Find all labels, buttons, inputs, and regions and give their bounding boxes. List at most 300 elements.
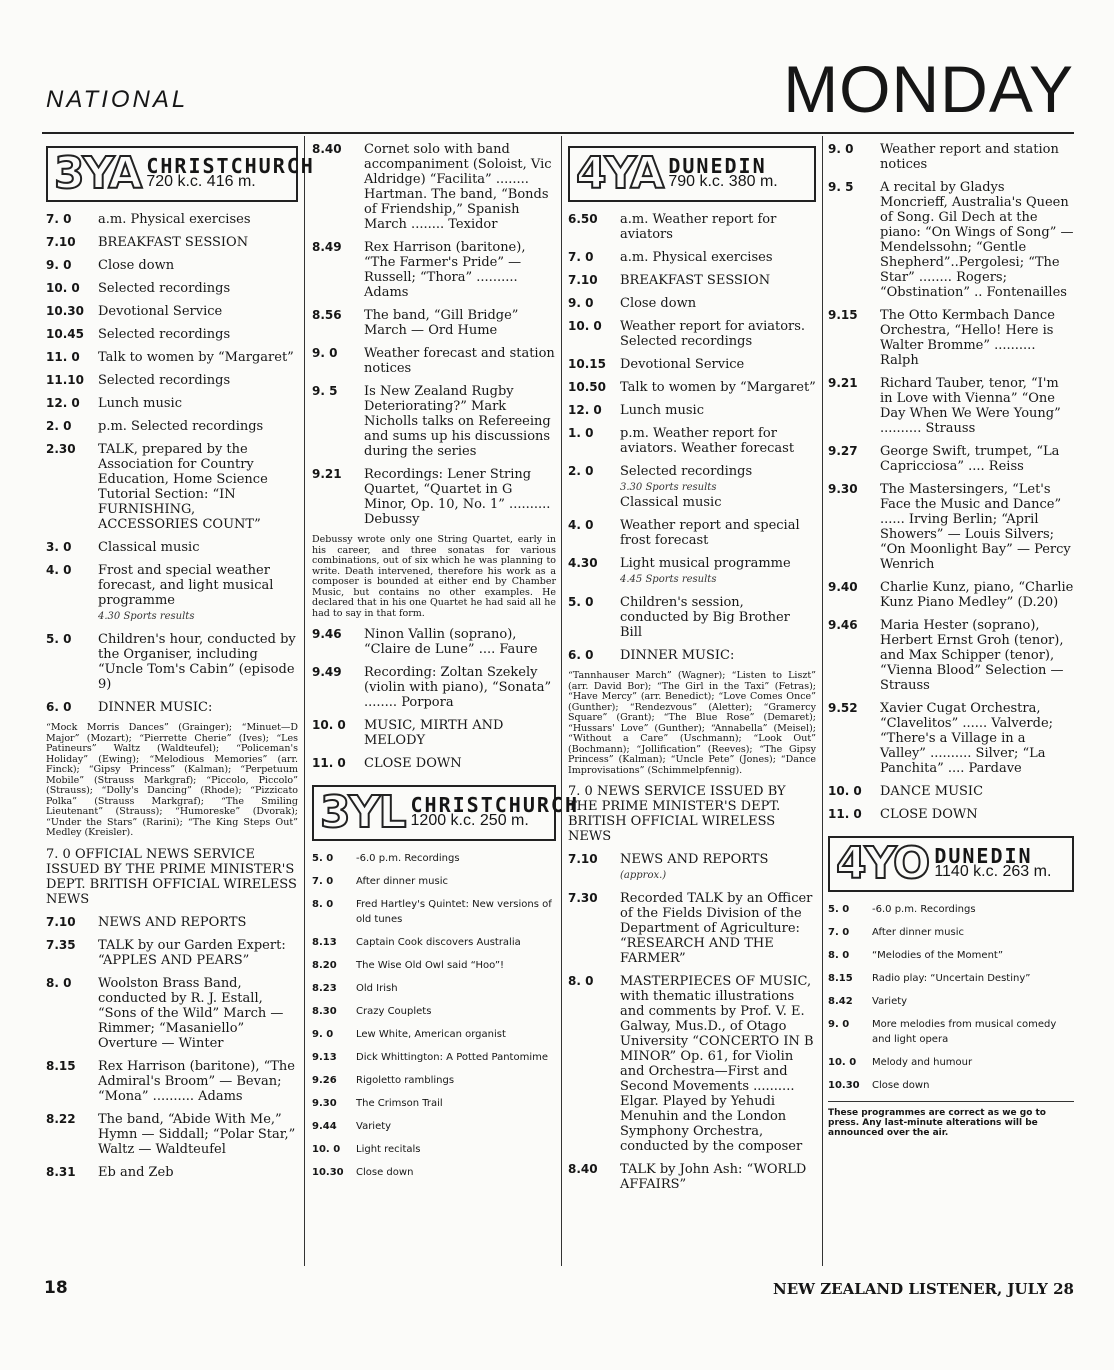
station-frequency: 720 k.c. 416 m.: [146, 173, 256, 190]
entry-text: MASTERPIECES OF MUSIC, with thematic illustrations and comments by Prof. V. E. Galway, Mus.D., of Otago University “CONCERTO IN B MINOR” Op. 61, for Violin and Orchestra—First and Second Movements .......... Elgar. Played by Yehudi Menuhin and the London Symphony Orchestra, conducted by the composer: [620, 974, 814, 1154]
entry-time: 8.40: [568, 1162, 598, 1176]
entry-text: NEWS AND REPORTS: [620, 852, 769, 867]
entry-time: 9. 5: [312, 384, 338, 398]
entry-description: [356, 935, 556, 950]
programme-entry: [312, 981, 556, 996]
entry-description: [356, 897, 556, 927]
station-banner-4ya: [568, 146, 816, 202]
programme-entry: [46, 350, 298, 365]
programme-entry: [828, 701, 1074, 776]
entry-description: [356, 1050, 556, 1065]
entry-text: More melodies from musical comedy and light opera: [872, 1019, 1057, 1045]
programme-list: [568, 852, 816, 1192]
entry-time: 9.27: [828, 444, 858, 458]
entry-description: [356, 1027, 556, 1042]
entry-time: 10. 0: [828, 1057, 857, 1068]
entry-time: 8.22: [46, 1111, 76, 1126]
entry-time: 7. 0: [46, 212, 72, 226]
entry-text: TALK, prepared by the Association for Country Education, Home Science Tutorial Section: “IN FURNISHING, ACCESSORIES COUNT”: [98, 442, 268, 532]
entry-text: Fred Hartley's Quintet: New versions of old tunes: [356, 899, 552, 925]
entry-text: Weather report for aviators. Selected recordings: [620, 319, 806, 349]
entry-time: 9.30: [828, 482, 858, 496]
programme-entry: [828, 807, 1074, 822]
entry-text: Xavier Cugat Orchestra, “Clavelitos” ...... Valverde; “There's a Village in a Valley” .......... Silver; “La Panchita” .... Pardave: [880, 701, 1054, 776]
station-frequency: 790 k.c. 380 m.: [668, 173, 778, 190]
programme-entry: [46, 1112, 298, 1157]
entry-text: DINNER MUSIC:: [98, 700, 213, 715]
entry-text: A recital by Gladys Moncrieff, Australia's Queen of Song. Gil Dech at the piano: “On Wings of Song” — Mendelssohn; “Gentle Shepherd”..Pergolesi; “The Star” ........ Rogers; “Obstination” .. Fontenailles: [880, 180, 1074, 300]
entry-text: Dick Whittington: A Potted Pantomime: [356, 1052, 549, 1063]
entry-subnote: 3.30 Sports results: [620, 482, 717, 493]
section-label: NATIONAL: [46, 86, 189, 113]
programme-entry: [46, 976, 298, 1051]
entry-time: 8.15: [828, 973, 853, 984]
entry-time: 6.50: [568, 212, 598, 226]
programme-entry: [568, 319, 816, 349]
entry-time: 9.52: [828, 701, 858, 715]
entry-description: [356, 1004, 556, 1019]
entry-text: Selected recordings: [98, 327, 231, 342]
programme-entry: [568, 648, 816, 663]
programme-entry: [46, 419, 298, 434]
entry-description: [620, 595, 816, 640]
programme-entry: [46, 304, 298, 319]
station-call-sign: 3YA: [54, 148, 141, 199]
programme-entry: [568, 273, 816, 288]
entry-text: Frost and special weather forecast, and light musical programme: [98, 563, 274, 608]
entry-description: [620, 518, 816, 548]
entry-time: 10. 0: [312, 718, 346, 732]
entry-description: [620, 273, 816, 288]
entry-description: [872, 902, 1074, 917]
entry-text: The Wise Old Owl said “Hoo”!: [356, 960, 505, 971]
entry-description: [872, 1017, 1074, 1047]
station-call-sign: 4YO: [836, 838, 929, 889]
programme-list: [312, 627, 556, 771]
station-banner-3ya: [46, 146, 315, 202]
programme-entry: [312, 958, 556, 973]
entry-description: [880, 618, 1074, 693]
station-call-sign: 4YA: [576, 148, 663, 199]
entry-time: 7.35: [46, 937, 76, 952]
entry-description: [620, 212, 816, 242]
programme-entry: [828, 618, 1074, 693]
header-rule: [42, 132, 1074, 134]
entry-text: Close down: [620, 296, 697, 311]
entry-time: 7.30: [568, 891, 598, 905]
entry-time: 8.15: [46, 1058, 76, 1073]
programme-entry: [46, 1165, 298, 1180]
day-title: MONDAY: [783, 52, 1074, 126]
programme-entry: [568, 380, 816, 395]
entry-text: Radio play: “Uncertain Destiny”: [872, 973, 1031, 984]
programme-entry: [312, 665, 556, 710]
entry-time: 9. 0: [46, 258, 72, 272]
entry-time: 7. 0: [312, 876, 334, 887]
entry-description: [620, 464, 816, 510]
entry-text: BREAKFAST SESSION: [98, 235, 249, 250]
entry-text: Ninon Vallin (soprano), “Claire de Lune” .... Faure: [364, 627, 538, 657]
entry-description: [356, 874, 556, 889]
entry-description: [98, 258, 298, 273]
entry-text: “Melodies of the Moment”: [872, 950, 1004, 961]
entry-description: [364, 627, 556, 657]
programme-entry: [46, 212, 298, 227]
entry-time: 10. 0: [312, 1144, 341, 1155]
entry-text: Rex Harrison (baritone), “The Admiral's Broom” — Bevan; “Mona” .......... Adams: [98, 1058, 295, 1104]
entry-time: 9. 5: [828, 180, 854, 194]
entry-time: 9.13: [312, 1052, 337, 1063]
programme-list: [828, 142, 1074, 822]
programme-entry: [312, 935, 556, 950]
magazine-footer: NEW ZEALAND LISTENER, JULY 28: [773, 1280, 1074, 1298]
entry-description: [880, 701, 1074, 776]
entry-description: [880, 180, 1074, 300]
entry-time: 11. 0: [46, 350, 80, 364]
programme-entry: [46, 327, 298, 342]
entry-description: [620, 319, 816, 349]
entry-text: The Mastersingers, “Let's Face the Music and Dance” ...... Irving Berlin; “April Showers” — Louis Silvers; “On Moonlight Bay” — Percy Wenrich: [880, 482, 1071, 572]
entry-time: 9.49: [312, 665, 342, 679]
entry-text: CLOSE DOWN: [364, 756, 462, 771]
entry-time: 7. 0: [828, 927, 850, 938]
entry-time: 8. 0: [46, 975, 72, 990]
entry-description: [364, 718, 556, 748]
programme-entry: [46, 915, 298, 930]
entry-text: Old Irish: [356, 983, 398, 994]
programme-entry: [568, 518, 816, 548]
programme-entry: [312, 1119, 556, 1134]
entry-text: Cornet solo with band accompaniment (Soloist, Vic Aldridge) “Facilita” ........ Hartman. The band, “Bonds of Friendship,” Spanish March ........ Texidor: [364, 142, 552, 232]
entry-description: [98, 396, 298, 411]
column-divider: [561, 136, 562, 1266]
dinner-music-note: “Mock Morris Dances” (Grainger); “Minuet—D Major” (Mozart); “Pierrette Cherie” (Ives); “Les Patineurs” Waltz (Waldteufel); “Policeman's Holiday” (Ewing); “Melodious Memories” (arr. Finck); “Gipsy Princess” (Kalman); “Perpetuum Mobile” (Strauss Markgraf); “Piccolo, Piccolo” (Strauss); “Dolly's Dancing” (Rhode); “Pizzicato Polka” (Strauss Markgraf); “The Smiling Lieutenant” (Strauss); “Humoreske” (Dvorak); “Under the Stars” (Rarini); “The King Steps Out” Medley (Kreisler).: [46, 722, 298, 838]
programme-entry: [568, 595, 816, 640]
programme-entry: [828, 142, 1074, 172]
entry-description: [880, 142, 1074, 172]
programme-entry: [46, 235, 298, 250]
entry-text: Recorded TALK by an Officer of the Fields Division of the Department of Agriculture: “RESEARCH AND THE FARMER”: [620, 891, 813, 966]
entry-text: Variety: [356, 1121, 392, 1132]
entry-text: Maria Hester (soprano), Herbert Ernst Groh (tenor), and Max Schipper (tenor), “Vienna Blood” Selection — Strauss: [880, 618, 1064, 693]
entry-text: MUSIC, MIRTH AND MELODY: [364, 718, 504, 748]
entry-description: [98, 540, 298, 555]
entry-description: [620, 250, 816, 265]
entry-time: 7.10: [46, 914, 76, 929]
station-banner-4yo: [828, 836, 1074, 892]
entry-description: [620, 648, 816, 663]
entry-description: [364, 240, 556, 300]
entry-description: [620, 426, 816, 456]
programme-entry: [568, 403, 816, 418]
entry-text: Talk to women by “Margaret”: [98, 350, 294, 365]
entry-time: 10.50: [568, 380, 606, 394]
entry-time: 8.23: [312, 983, 337, 994]
entry-text: a.m. Physical exercises: [98, 212, 251, 227]
entry-description: [620, 556, 816, 587]
entry-description: [880, 807, 1074, 822]
entry-time: 7.10: [568, 273, 598, 287]
entry-time: 10. 0: [46, 281, 80, 295]
entry-time: 8.20: [312, 960, 337, 971]
entry-description: [364, 756, 556, 771]
entry-time: 8.40: [312, 142, 342, 156]
entry-time: 8. 0: [312, 899, 334, 910]
programme-entry: [828, 902, 1074, 917]
entry-description: [880, 444, 1074, 474]
entry-description: [98, 419, 298, 434]
entry-text: Recording: Zoltan Szekely (violin with piano), “Sonata” ........ Porpora: [364, 665, 552, 710]
entry-text: Weather report and special frost forecast: [620, 518, 800, 548]
entry-time: 2. 0: [568, 464, 594, 478]
entry-text: p.m. Selected recordings: [98, 419, 264, 434]
entry-text: a.m. Physical exercises: [620, 250, 773, 265]
programme-entry: [828, 948, 1074, 963]
column-divider: [822, 136, 823, 1266]
entry-time: 3. 0: [46, 540, 72, 554]
entry-time: 9.26: [312, 1075, 337, 1086]
entry-time: 7.10: [46, 235, 76, 249]
entry-description: [98, 938, 298, 968]
programme-entry: [568, 556, 816, 587]
entry-description: [620, 296, 816, 311]
station-city: CHRISTCHURCH: [410, 793, 580, 817]
entry-text: The Crimson Trail: [356, 1098, 443, 1109]
entry-text: DINNER MUSIC:: [620, 648, 735, 663]
programme-list: [46, 212, 298, 715]
programme-entry: [312, 1027, 556, 1042]
column-3ya: [46, 142, 315, 1188]
programme-entry: [312, 897, 556, 927]
programme-entry: [828, 180, 1074, 300]
programme-entry: [828, 444, 1074, 474]
programme-entry: [312, 308, 556, 338]
entry-text: The band, “Gill Bridge” March — Ord Hume: [364, 308, 519, 338]
entry-text: The band, “Abide With Me,” Hymn — Siddall; “Polar Star,” Waltz — Waldteufel: [98, 1111, 296, 1157]
programme-entry: [828, 784, 1074, 799]
entry-subnote: 4.30 Sports results: [98, 611, 195, 622]
programme-entry: [568, 464, 816, 510]
entry-text: Weather forecast and station notices: [364, 346, 555, 376]
entry-text: BREAKFAST SESSION: [620, 273, 771, 288]
programme-entry: [312, 756, 556, 771]
entry-time: 9. 0: [312, 346, 338, 360]
entry-time: 4.30: [568, 556, 598, 570]
programme-entry: [568, 1162, 816, 1192]
programme-entry: [312, 346, 556, 376]
entry-description: [356, 1165, 556, 1180]
programme-entry: [312, 874, 556, 889]
programme-entry: [568, 250, 816, 265]
entry-description: [98, 327, 298, 342]
entry-time: 9.21: [312, 467, 342, 481]
entry-time: 7. 0: [568, 250, 594, 264]
entry-text: Talk to women by “Margaret”: [620, 380, 816, 395]
entry-extra: Classical music: [620, 495, 722, 510]
entry-subnote: (approx.): [620, 870, 667, 881]
entry-time: 9. 0: [312, 1029, 334, 1040]
programme-entry: [46, 258, 298, 273]
column-4ya-evening: [828, 142, 1074, 1138]
entry-description: [620, 1162, 816, 1192]
entry-time: 9.21: [828, 376, 858, 390]
programme-entry: [46, 281, 298, 296]
programme-entry: [312, 467, 556, 527]
programme-entry: [312, 142, 556, 232]
station-banner-3yl: [312, 785, 580, 841]
entry-time: 8.30: [312, 1006, 337, 1017]
entry-text: Close down: [872, 1080, 930, 1091]
column-divider: [304, 136, 305, 1266]
column-3ya-evening: [312, 142, 580, 1188]
entry-time: 8. 0: [828, 950, 850, 961]
programme-entry: [828, 376, 1074, 436]
entry-description: [620, 357, 816, 372]
entry-description: [872, 948, 1074, 963]
entry-time: 8.13: [312, 937, 337, 948]
entry-text: Crazy Couplets: [356, 1006, 432, 1017]
page-number: 18: [44, 1278, 68, 1298]
entry-text: After dinner music: [872, 927, 965, 938]
programme-entry: [828, 971, 1074, 986]
programme-entry: [46, 373, 298, 388]
entry-text: Children's session, conducted by Big Brother Bill: [620, 595, 790, 640]
entry-description: [98, 976, 298, 1051]
entry-time: 2. 0: [46, 419, 72, 433]
entry-text: Recordings: Lener String Quartet, “Quartet in G Minor, Op. 10, No. 1” .......... Debussy: [364, 467, 551, 527]
programme-disclaimer: These programmes are correct as we go to press. Any last-minute alterations will be announced over the air.: [828, 1108, 1046, 1138]
entry-time: 12. 0: [46, 396, 80, 410]
entry-description: [880, 784, 1074, 799]
divider: [828, 1101, 1074, 1102]
entry-text: George Swift, trumpet, “La Capricciosa” .... Reiss: [880, 444, 1060, 474]
entry-time: 9.46: [828, 618, 858, 632]
entry-time: 10. 0: [828, 784, 862, 798]
entry-time: 8.31: [46, 1164, 76, 1179]
entry-time: 9. 0: [828, 142, 854, 156]
entry-text: Rex Harrison (baritone), “The Farmer's Pride” — Russell; “Thora” .......... Adams: [364, 240, 526, 300]
entry-description: [98, 212, 298, 227]
entry-time: 8.49: [312, 240, 342, 254]
entry-description: [872, 994, 1074, 1009]
entry-text: Children's hour, conducted by the Organiser, including “Uncle Tom's Cabin” (episode 9): [98, 632, 296, 692]
entry-description: [98, 915, 298, 930]
entry-text: Eb and Zeb: [98, 1164, 174, 1180]
entry-text: Light recitals: [356, 1144, 421, 1155]
programme-entry: [828, 994, 1074, 1009]
entry-text: The Otto Kermbach Dance Orchestra, “Hello! Here is Walter Bromme” .......... Ralph: [880, 308, 1055, 368]
entry-text: Is New Zealand Rugby Deteriorating?” Mark Nicholls talks on Refereeing and sums up his discussions during the series: [364, 384, 551, 459]
entry-time: 9.40: [828, 580, 858, 594]
entry-text: Lunch music: [620, 403, 704, 418]
programme-entry: [828, 308, 1074, 368]
entry-description: [98, 1059, 298, 1104]
entry-description: [98, 632, 298, 692]
entry-text: TALK by John Ash: “WORLD AFFAIRS”: [620, 1162, 807, 1192]
entry-description: [364, 346, 556, 376]
entry-time: 10.30: [312, 1167, 344, 1178]
entry-text: Selected recordings: [98, 281, 231, 296]
entry-time: 6. 0: [46, 700, 72, 714]
entry-description: [98, 442, 298, 532]
entry-description: [98, 1165, 298, 1180]
entry-text: Melody and humour: [872, 1057, 973, 1068]
entry-time: 10.30: [46, 304, 84, 318]
entry-time: 9.15: [828, 308, 858, 322]
entry-time: 4. 0: [46, 563, 72, 577]
programme-entry: [46, 632, 298, 692]
entry-text: TALK by our Garden Expert: “APPLES AND PEARS”: [98, 937, 286, 968]
entry-description: [356, 1073, 556, 1088]
entry-time: 12. 0: [568, 403, 602, 417]
programme-list: [312, 851, 556, 1180]
programme-list: [46, 915, 298, 1180]
station-call-sign: 3YL: [320, 787, 405, 838]
programme-entry: [312, 1050, 556, 1065]
entry-description: [98, 304, 298, 319]
entry-description: [356, 958, 556, 973]
entry-text: Devotional Service: [620, 357, 745, 372]
entry-description: [98, 235, 298, 250]
entry-text: a.m. Weather report for aviators: [620, 212, 777, 242]
entry-description: [880, 482, 1074, 572]
entry-time: 8. 0: [568, 974, 594, 988]
station-frequency: 1140 k.c. 263 m.: [934, 863, 1052, 880]
entry-text: Classical music: [98, 540, 200, 555]
entry-time: 5. 0: [568, 595, 594, 609]
entry-description: [356, 1096, 556, 1111]
programme-entry: [828, 580, 1074, 610]
programme-entry: [312, 851, 556, 866]
entry-description: [364, 308, 556, 338]
programme-list: [312, 142, 556, 527]
entry-text: Charlie Kunz, piano, “Charlie Kunz Piano Medley” (D.20): [880, 580, 1074, 610]
entry-time: 9.44: [312, 1121, 337, 1132]
entry-text: Devotional Service: [98, 304, 223, 319]
dinner-music-note: “Tannhauser March” (Wagner); “Listen to Liszt” (arr. David Bor); “The Girl in the Taxi” (Fetras); “Have Mercy” (arr. Benedict); “Love Comes Once” (Gunther); “Rendezvous” (Aletter); “Gramercy Square” (Grant); “The Blue Rose” (Demaret); “Hussars' Love” (Gunther); “Annabella” (Meisel); “Without a Care” (Uschmann); “Look Out” (Bochmann); “Jollification” (Reeves); “The Gipsy Princess” (Kalman); “Uncle Pete” (Jones); “Dance Improvisations” (Schimmelpfennig).: [568, 670, 816, 776]
entry-description: [98, 350, 298, 365]
entry-description: [98, 563, 298, 624]
programme-entry: [312, 1096, 556, 1111]
programme-entry: [568, 891, 816, 966]
news-service: 7. 0 OFFICIAL NEWS SERVICE ISSUED BY THE PRIME MINISTER'S DEPT. BRITISH OFFICIAL WIRELESS NEWS: [46, 846, 297, 907]
programme-entry: [46, 540, 298, 555]
programme-entry: [828, 482, 1074, 572]
entry-text: Rigoletto ramblings: [356, 1075, 455, 1086]
entry-text: Lew White, American organist: [356, 1029, 506, 1040]
entry-description: [98, 281, 298, 296]
programme-entry: [312, 1142, 556, 1157]
entry-description: [620, 380, 816, 395]
entry-description: [356, 1142, 556, 1157]
programme-entry: [46, 1059, 298, 1104]
programme-entry: [568, 852, 816, 883]
programme-entry: [312, 1073, 556, 1088]
debussy-note: Debussy wrote only one String Quartet, early in his career, and three sonatas for various combinations, out of six which he was planning to write. Death intervened, therefore his work as a composer is bounded at either end by Chamber Music, but contains no other examples. He declared that in his one Quartet he had said all he had to say in that form.: [312, 534, 556, 619]
entry-text: Lunch music: [98, 396, 182, 411]
entry-description: [364, 665, 556, 710]
entry-description: [620, 891, 816, 966]
entry-description: [98, 1112, 298, 1157]
entry-description: [98, 700, 298, 715]
programme-list: [568, 212, 816, 663]
programme-entry: [46, 396, 298, 411]
programme-list: [828, 902, 1074, 1093]
entry-text: Richard Tauber, tenor, “I'm in Love with Vienna” “One Day When We Were Young” .......... Strauss: [880, 376, 1061, 436]
entry-description: [880, 376, 1074, 436]
entry-time: 2.30: [46, 442, 76, 456]
programme-entry: [568, 357, 816, 372]
